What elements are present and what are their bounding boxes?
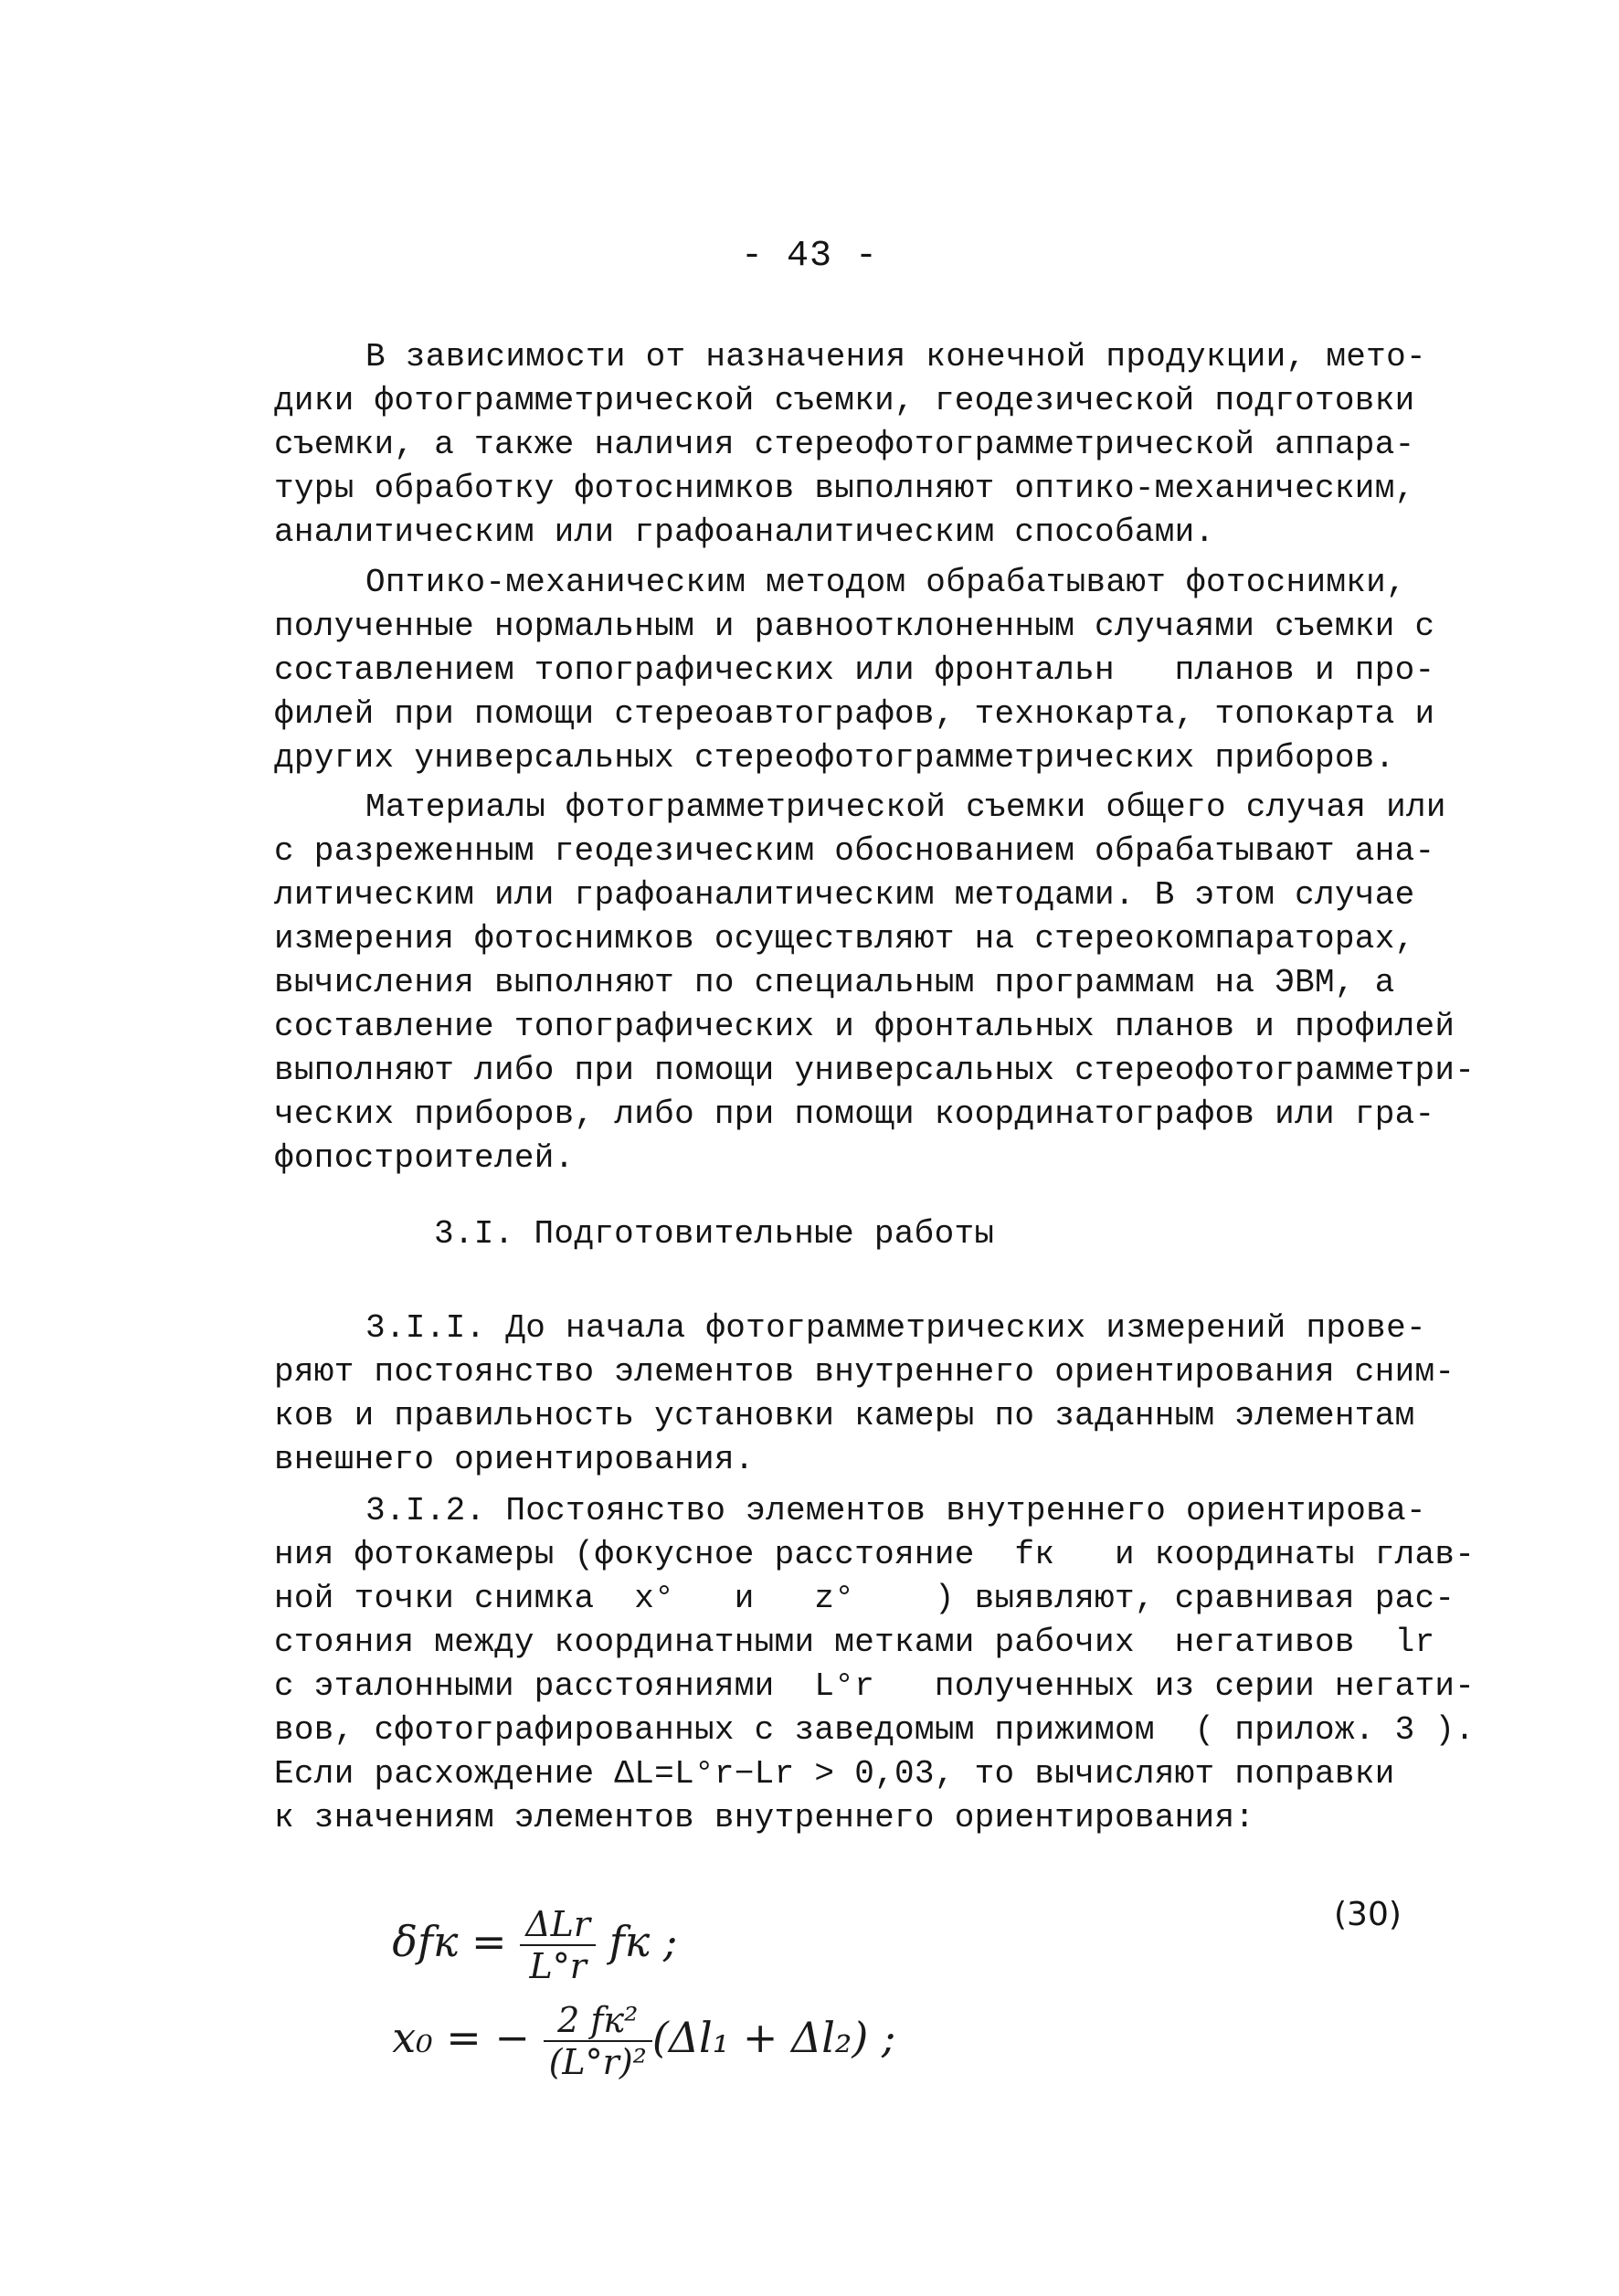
text-line: аналитическим или графоаналитическим способами.: [274, 513, 1215, 551]
formula-denominator: L°r: [529, 1946, 587, 1986]
text-line: Если расхождение ΔL=L°r−Lr > 0,03, то вычисляют поправки: [274, 1755, 1395, 1793]
formula-right: fк ;: [596, 1917, 678, 1966]
section-heading: 3.I. Подготовительные работы: [434, 1215, 995, 1253]
text-line: фопостроителей.: [274, 1139, 575, 1177]
text-line: дики фотограмметрической съемки, геодезической подготовки: [274, 382, 1415, 419]
formula-left: δfк =: [392, 1917, 521, 1966]
text-line: составлением топографических или фронтальн планов и про-: [274, 651, 1435, 689]
text-line: других универсальных стереофотограмметрических приборов.: [274, 739, 1395, 777]
equation-number: (30): [1334, 1896, 1402, 1933]
text-line: стояния между координатными метками рабочих негативов lr: [274, 1624, 1435, 1661]
text-line: к значениям элементов внутреннего ориентирования:: [274, 1799, 1255, 1836]
text-line: 3.I.2. Постоянство элементов внутреннего ориентирова-: [365, 1492, 1426, 1529]
text-line: съемки, а также наличия стереофотограмметрической аппара-: [274, 426, 1415, 463]
formula-numerator: 2 fк²: [544, 2000, 652, 2042]
text-line: туры обработку фотоснимков выполняют оптико-механическим,: [274, 470, 1415, 507]
text-line: 3.I.I. До начала фотограмметрических измерений прове-: [365, 1309, 1426, 1347]
text-line: литическим или графоаналитическим методами. В этом случае: [274, 876, 1415, 914]
text-line: Материалы фотограмметрической съемки общего случая или: [365, 788, 1446, 826]
text-line: с эталонными расстояниями L°r полученных из серии негати-: [274, 1667, 1476, 1705]
text-line: филей при помощи стереоавтографов, технокарта, топокарта и: [274, 695, 1435, 733]
text-line: с разреженным геодезическим обоснованием обрабатывают ана-: [274, 832, 1435, 870]
text-line: вов, сфотографированных с заведомым прижимом ( прилож. 3 ).: [274, 1711, 1476, 1749]
formula-right: (Δl₁ + Δl₂) ;: [651, 2013, 896, 2062]
text-line: ческих приборов, либо при помощи координатографов или гра-: [274, 1095, 1435, 1133]
text-line: ной точки снимка x° и z° ) выявляют, сравнивая рас-: [274, 1580, 1455, 1617]
formula-left: x₀ = −: [392, 2013, 544, 2062]
text-line: измерения фотоснимков осуществляют на стереокомпараторах,: [274, 920, 1415, 958]
text-line: составление топографических и фронтальных планов и профилей: [274, 1008, 1455, 1045]
text-line: выполняют либо при помощи универсальных стереофотограмметри-: [274, 1052, 1476, 1089]
formula-x0: [365, 1951, 895, 2082]
text-line: Оптико-механическим методом обрабатывают фотоснимки,: [365, 564, 1406, 601]
text-line: внешнего ориентирования.: [274, 1441, 755, 1478]
text-line: вычисления выполняют по специальным программам на ЭВМ, а: [274, 964, 1395, 1001]
text-line: ков и правильность установки камеры по заданным элементам: [274, 1397, 1415, 1434]
formula-fraction: [544, 2000, 652, 2082]
text-line: ряют постоянство элементов внутреннего ориентирования сним-: [274, 1353, 1455, 1391]
page-number: - 43 -: [740, 236, 879, 277]
text-line: В зависимости от назначения конечной продукции, мето-: [365, 338, 1426, 376]
text-line: полученные нормальным и равноотклоненным случаями съемки с: [274, 608, 1435, 645]
text-line: ния фотокамеры (фокусное расстояние fк и координаты глав-: [274, 1536, 1476, 1573]
formula-numerator: ΔLr: [520, 1904, 596, 1946]
formula-denominator: (L°r)²: [548, 2042, 647, 2082]
